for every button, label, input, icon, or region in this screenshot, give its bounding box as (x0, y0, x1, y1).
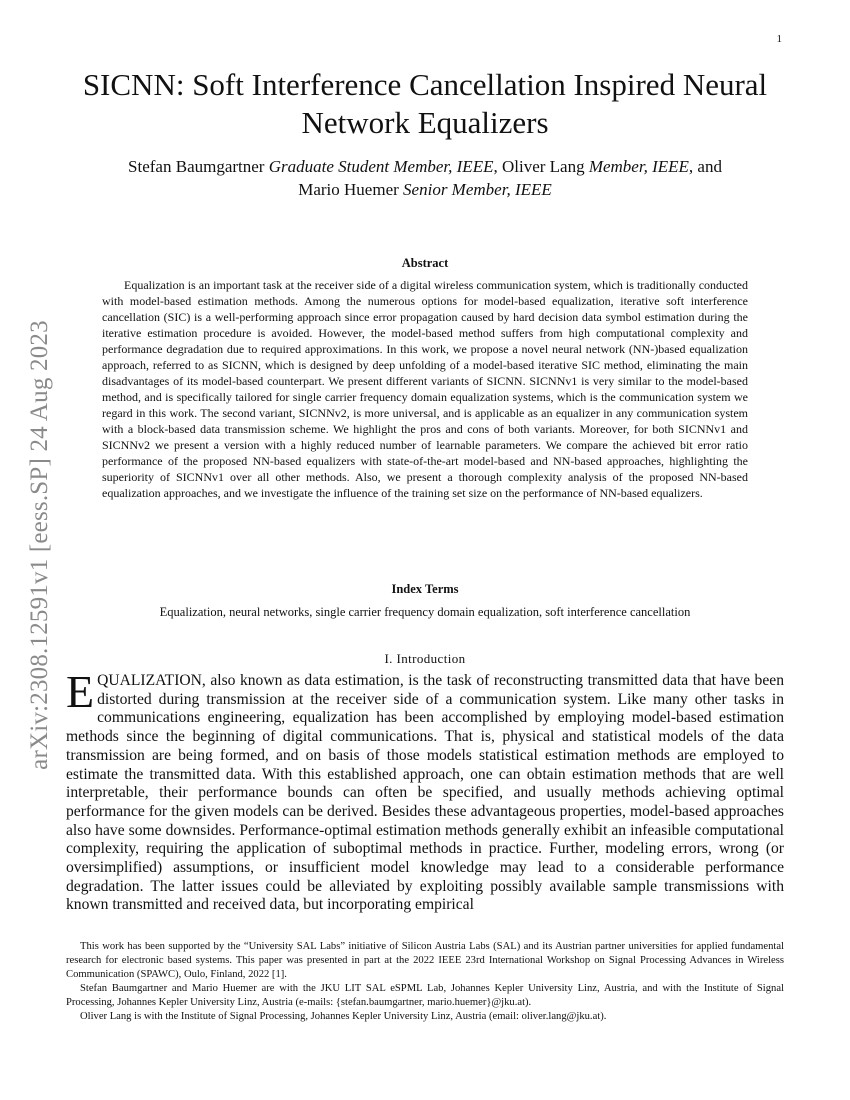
introduction-text: QUALIZATION, also known as data estimation, is the task of reconstructing transmitted data that have been distorted during transmission at the receiver side of a communication system. Like many other tasks in communications engineering, equalization has been accomplished by employing model-based estimation methods since the beginning of digital communications. That is, physical and statistical models of the data transmission are being formed, and on basis of those models statistical estimation methods are employed to estimate the transmitted data. With this established approach, one can obtain estimation methods that are well interpretable, their performance bounds can often be specified, and usually methods achieving optimal performance for the given models can be derived. Besides these advantageous properties, model-based approaches also have some downsides. Performance-optimal estimation methods generally exhibit an infeasible computational complexity, requiring the application of suboptimal methods in practice. Further, modeling errors, wrong (or oversimplified) assumptions, or insufficient model knowledge may lead to a considerable performance degradation. The latter issues could be alleviated by exploiting possibly available sample transmissions with known transmitted and received data, but incorporating empirical (66, 672, 784, 914)
abstract-heading: Abstract (401, 256, 449, 270)
section-heading-introduction: I. Introduction (384, 651, 466, 666)
footnote-affiliation: Stefan Baumgartner and Mario Huemer are with the JKU LIT SAL eSPML Lab, Johannes Kepler University Linz, Austria, and with the Institute of Signal Processing, Johannes Kepler University Linz, Austria (e-mails: {stefan.baumgartner, mario.huemer}@jku.at). (66, 983, 784, 1008)
introduction-paragraph (66, 666, 784, 915)
author-name: Mario Huemer (298, 180, 399, 199)
author-list: Stefan Baumgartner Graduate Student Member, IEEE, Oliver Lang Member, IEEE, and Mario Huemer Senior Member, IEEE (128, 157, 722, 199)
paper-title: SICNN: Soft Interference Cancellation Inspired Neural Network Equalizers (82, 67, 768, 140)
page-number: 1 (776, 33, 782, 45)
author-name: Oliver Lang (501, 157, 585, 176)
author-role: Senior Member, IEEE (403, 180, 552, 199)
author-conjunction: , and (688, 157, 722, 176)
abstract-text: Equalization is an important task at the receiver side of a digital wireless communication system, which is traditionally conducted with model-based estimation methods. Among the numerous options for model-based equalization, iterative soft interference cancellation (SIC) is a well-performing approach since error propagation caused by hard decision data symbol estimation during the iterative estimation procedure is avoided. However, the model-based method suffers from high computational complexity and performance degradation due to required approximations. In this work, we propose a novel neural network (NN-)based equalization approach, referred to as SICNN, which is designed by deep unfolding of a model-based iterative SIC method, eliminating the main disadvantages of its model-based counterpart. We present different variants of SICNN. SICNNv1 is very similar to the model-based method, and is specifically tailored for single carrier frequency domain equalization systems, which is the communication system we regard in this work. The second variant, SICNNv2, is more universal, and is applicable as an equalizer in any communication system with a block-based data transmission scheme. We highlight the pros and cons of both variants. Moreover, for both SICNNv1 and SICNNv2 we present a version with a highly reduced number of learnable parameters. We compare the achieved bit error ratio performance of the proposed NN-based equalizers with state-of-the-art model-based and NN-based approaches, highlighting the superiority of SICNNv1 over all other methods. Also, we present a thorough complexity analysis of the proposed NN-based equalization approaches, and we investigate the influence of the training set size on the performance of NN-based equalizers. (102, 278, 748, 500)
arxiv-identifier-stamp: arXiv:2308.12591v1 [eess.SP] 24 Aug 2023 (26, 320, 53, 770)
footnote-funding: This work has been supported by the “University SAL Labs” initiative of Silicon Austria Labs (SAL) and its Austrian partner universities for applied fundamental research for electronic based systems. This paper was presented in part at the 2022 IEEE 23rd International Workshop on Signal Processing Advances in Wireless Communication (SPAWC), Oulo, Finland, 2022 [1]. (66, 941, 784, 980)
index-terms-heading: Index Terms (391, 582, 459, 596)
footnotes (66, 940, 784, 1024)
footnote-affiliation: Oliver Lang is with the Institute of Signal Processing, Johannes Kepler University Linz, Austria (email: oliver.lang@jku.at). (80, 1011, 607, 1022)
drop-cap-letter: E (66, 666, 95, 717)
author-role: Graduate Student Member, IEEE (268, 157, 494, 176)
author-role: Member, IEEE (588, 157, 689, 176)
index-terms-text: Equalization, neural networks, single carrier frequency domain equalization, soft interference cancellation (159, 605, 691, 619)
author-name: Stefan Baumgartner (128, 157, 265, 176)
